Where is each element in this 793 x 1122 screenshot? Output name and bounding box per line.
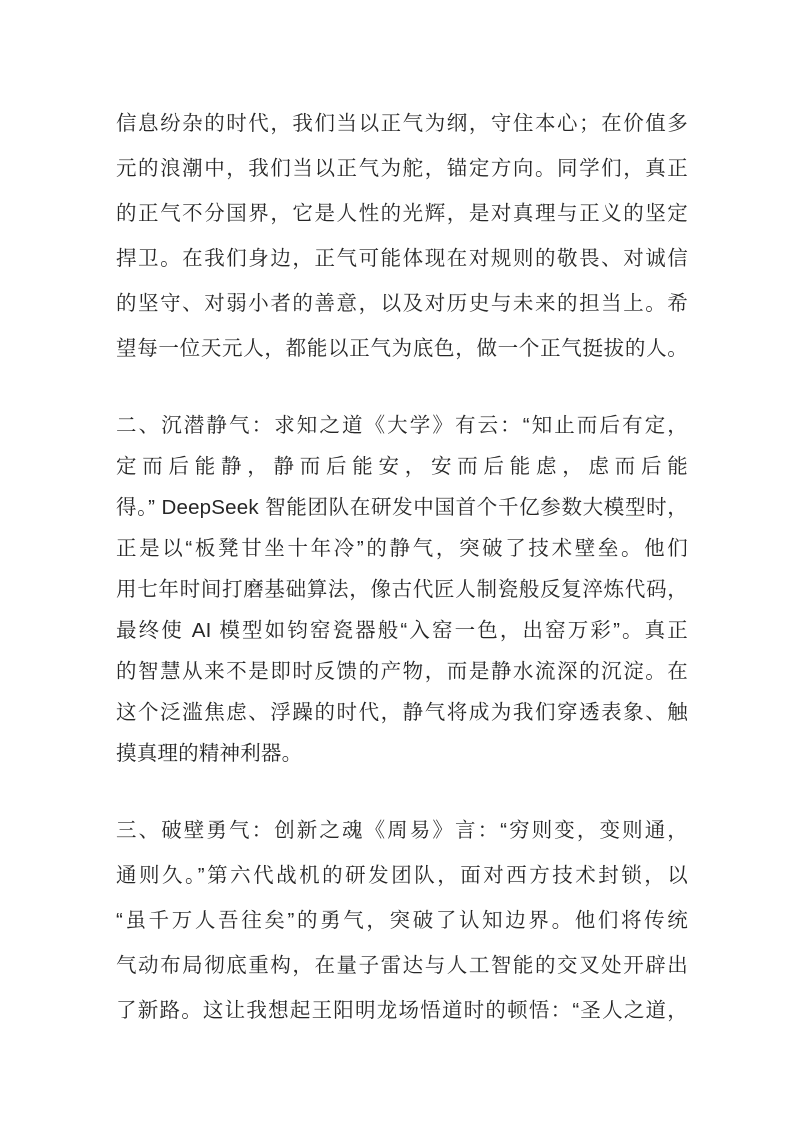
text-line: 三、破壁勇气：创新之魂《周易》言：“穷则变，变则通，: [116, 819, 688, 842]
text-line: 了新路。这让我想起王阳明龙场悟道时的顿悟：“圣人之道，: [116, 999, 688, 1022]
text-line: 通则久。”第六代战机的研发团队，面对西方技术封锁，以: [116, 864, 688, 887]
text-line: 得。” DeepSeek 智能团队在研发中国首个千亿参数大模型时，: [116, 496, 688, 519]
text-line: 的坚守、对弱小者的善意，以及对历史与未来的担当上。希: [116, 292, 688, 315]
text-line: 望每一位天元人，都能以正气为底色，做一个正气挺拔的人。: [116, 337, 688, 360]
paragraph-calmness: [116, 405, 688, 774]
text-line: 元的浪潮中，我们当以正气为舵，锚定方向。同学们，真正: [116, 157, 688, 180]
text-line: 捍卫。在我们身边，正气可能体现在对规则的敬畏、对诚信: [116, 247, 688, 270]
text-line: 用七年时间打磨基础算法，像古代匠人制瓷般反复淬炼代码，: [116, 578, 688, 601]
paragraph-righteousness: [116, 101, 688, 371]
text-line: 定而后能静，静而后能安，安而后能虑，虑而后能: [116, 455, 688, 478]
text-line: 的智慧从来不是即时反馈的产物，而是静水流深的沉淀。在: [116, 660, 688, 683]
paragraph-courage: [116, 808, 688, 1033]
text-line: 二、沉潜静气：求知之道《大学》有云：“知止而后有定，: [116, 414, 688, 437]
text-line: 正是以“板凳甘坐十年冷”的静气，突破了技术壁垒。他们: [116, 537, 688, 560]
text-line: 的正气不分国界，它是人性的光辉，是对真理与正义的坚定: [116, 202, 688, 225]
text-line: 信息纷杂的时代，我们当以正气为纲，守住本心；在价值多: [116, 112, 688, 135]
text-line: 摸真理的精神利器。: [116, 742, 303, 765]
text-line: “虽千万人吾往矣”的勇气，突破了认知边界。他们将传统: [116, 909, 688, 932]
text-line: 气动布局彻底重构，在量子雷达与人工智能的交叉处开辟出: [116, 954, 688, 977]
text-line: 这个泛滥焦虑、浮躁的时代，静气将成为我们穿透表象、触: [116, 701, 688, 724]
text-line: 最终使 AI 模型如钧窑瓷器般“入窑一色，出窑万彩”。真正: [116, 619, 688, 642]
